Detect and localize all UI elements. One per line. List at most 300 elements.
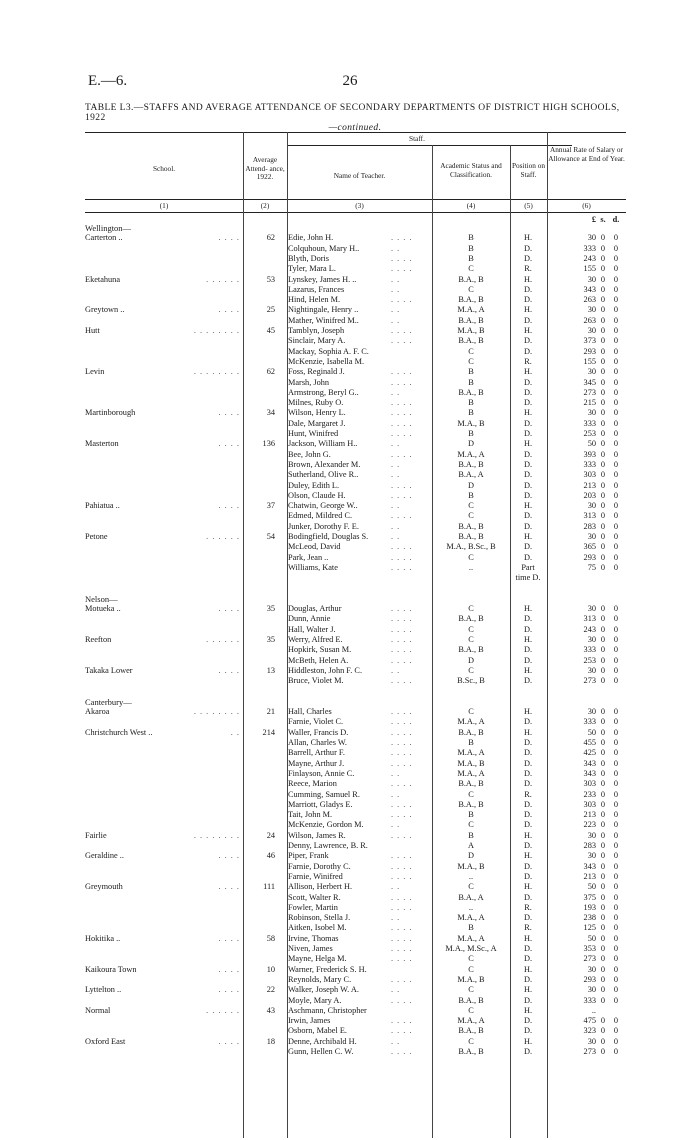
header-name: Name of Teacher. bbox=[333, 171, 386, 180]
academic-status: B.A., B bbox=[458, 274, 484, 284]
school-name: Christchurch West .. bbox=[85, 727, 153, 737]
leader-dots: . . . . bbox=[391, 635, 413, 644]
leader-dots: . . . . bbox=[391, 758, 413, 768]
teacher-name: Blyth, Doris bbox=[288, 253, 330, 263]
salary-pence: 0 bbox=[613, 274, 619, 284]
table-row bbox=[85, 985, 626, 995]
salary-pounds: 353 bbox=[583, 944, 596, 953]
table-row bbox=[85, 923, 626, 933]
salary-shillings: 0 bbox=[600, 336, 606, 346]
table-row bbox=[85, 460, 626, 470]
salary-shillings: 0 bbox=[600, 995, 606, 1005]
staff-position: H. bbox=[523, 830, 533, 840]
academic-status: D bbox=[468, 851, 474, 861]
salary-shillings: 0 bbox=[600, 727, 606, 737]
table-row bbox=[85, 429, 626, 439]
salary-pounds: 263 bbox=[583, 295, 596, 305]
staff-position: H. bbox=[523, 933, 533, 943]
salary-pounds: 273 bbox=[583, 954, 596, 964]
salary-shillings: 0 bbox=[600, 841, 606, 850]
teacher-name: Junker, Dorothy F. E. bbox=[288, 521, 359, 531]
salary-pounds: 30 bbox=[587, 305, 596, 315]
salary-pence: 0 bbox=[613, 738, 619, 747]
salary-pounds: 243 bbox=[583, 624, 596, 634]
staff-position: D. bbox=[523, 459, 533, 469]
leader-dots: . . . . bbox=[391, 707, 413, 717]
table-row bbox=[85, 996, 626, 1006]
table-row bbox=[85, 800, 626, 810]
school-name: Eketahuna bbox=[85, 274, 121, 284]
teacher-name: Niven, James bbox=[288, 944, 333, 953]
teacher-name: Hunt, Winifred bbox=[288, 429, 339, 438]
salary-pence: 0 bbox=[613, 470, 619, 480]
teacher-name: Sutherland, Olive R.. bbox=[288, 470, 359, 480]
school-name: Greymouth bbox=[85, 882, 123, 892]
school-name: Motueka .. bbox=[85, 604, 121, 614]
salary-pounds: 30 bbox=[587, 326, 596, 335]
salary-pounds: 30 bbox=[587, 665, 596, 675]
leader-dots: . . . . bbox=[391, 542, 413, 552]
salary-pence: 0 bbox=[613, 356, 619, 366]
staff-position: H. bbox=[523, 964, 533, 974]
teacher-name: Dale, Margaret J. bbox=[288, 418, 346, 428]
teacher-name: Colquhoun, Mary H.. bbox=[288, 243, 360, 253]
table-row bbox=[85, 542, 626, 552]
academic-status: B.A., B bbox=[458, 614, 484, 624]
school-name: Nelson— bbox=[85, 593, 118, 604]
staff-position: D. bbox=[523, 295, 533, 305]
salary-pence: 0 bbox=[613, 418, 619, 428]
academic-status: .. bbox=[468, 902, 474, 912]
staff-position: H. bbox=[523, 707, 533, 717]
salary-pounds: 30 bbox=[587, 964, 596, 974]
academic-status: C bbox=[468, 552, 474, 562]
salary-shillings: 0 bbox=[600, 562, 606, 572]
salary-pence: 0 bbox=[613, 830, 619, 840]
salary-pence: 0 bbox=[613, 851, 619, 861]
staff-position: H. bbox=[523, 274, 533, 284]
salary-pounds: 303 bbox=[583, 779, 596, 789]
staff-position: R. bbox=[524, 264, 532, 274]
salary-pence: 0 bbox=[613, 501, 619, 511]
staff-position: R. bbox=[524, 356, 532, 366]
table-row bbox=[85, 769, 626, 779]
salary-shillings: 0 bbox=[600, 768, 606, 778]
academic-status: C bbox=[468, 511, 474, 521]
teacher-name: Tamblyn, Joseph bbox=[288, 326, 345, 335]
leader-dots: . . . . bbox=[391, 449, 413, 459]
salary-pence: 0 bbox=[613, 985, 619, 995]
academic-status: M.A., B bbox=[457, 418, 485, 428]
salary-shillings: 0 bbox=[600, 954, 606, 964]
salary-pence: 0 bbox=[613, 871, 619, 881]
table-row bbox=[85, 378, 626, 388]
table-row bbox=[85, 532, 626, 542]
leader-dots: . . . . bbox=[391, 799, 413, 809]
teacher-name: Foss, Reginald J. bbox=[288, 367, 345, 377]
school-name: Hutt bbox=[85, 326, 100, 335]
salary-pence: 0 bbox=[613, 913, 619, 923]
table-row bbox=[85, 851, 626, 861]
staff-position: H. bbox=[523, 985, 533, 995]
teacher-name: Aschmann, Christopher bbox=[288, 1005, 367, 1015]
colnum-5: (5) bbox=[524, 201, 533, 210]
staff-position: H. bbox=[523, 532, 533, 541]
salary-shillings: 0 bbox=[600, 356, 606, 366]
academic-status: B.A., B bbox=[458, 295, 484, 305]
table-row bbox=[85, 1047, 626, 1057]
leader-dots: . . bbox=[391, 882, 401, 892]
academic-status: M.A., A bbox=[457, 768, 485, 778]
salary-shillings: 0 bbox=[600, 1026, 606, 1036]
academic-status: B bbox=[468, 810, 474, 820]
leader-dots: . . bbox=[391, 305, 401, 315]
staff-position: D. bbox=[523, 779, 533, 789]
salary-pence: 0 bbox=[613, 707, 619, 717]
teacher-name: Armstrong, Beryl G.. bbox=[288, 387, 359, 397]
salary-pence: 0 bbox=[613, 521, 619, 531]
salary-pounds: 213 bbox=[583, 480, 596, 490]
region-heading bbox=[85, 594, 626, 604]
salary-shillings: 0 bbox=[600, 439, 606, 449]
average-attendance: 54 bbox=[266, 532, 275, 541]
staff-position: time D. bbox=[515, 573, 541, 583]
table-row bbox=[85, 656, 626, 666]
salary-shillings: 0 bbox=[600, 367, 606, 377]
leader-dots: . . . . bbox=[391, 336, 413, 346]
table-row bbox=[85, 1026, 626, 1036]
leader-dots: . . bbox=[391, 789, 401, 799]
salary-shillings: 0 bbox=[600, 532, 606, 541]
salary-pence: 0 bbox=[613, 902, 619, 912]
teacher-name: Farnie, Dorothy C. bbox=[288, 861, 351, 871]
staff-position: D. bbox=[523, 995, 533, 1005]
salary-shillings: 0 bbox=[600, 542, 606, 552]
academic-status: B.A., B bbox=[458, 1026, 484, 1036]
school-name: Martinborough bbox=[85, 408, 136, 418]
leader-dots: . . . . bbox=[391, 326, 413, 335]
table-row bbox=[85, 841, 626, 851]
leader-dots: . . . . bbox=[391, 645, 413, 655]
staff-position: H. bbox=[523, 408, 533, 418]
salary-shillings: 0 bbox=[600, 635, 606, 644]
academic-status: B bbox=[468, 398, 474, 408]
salary-shillings: 0 bbox=[600, 871, 606, 881]
table-row bbox=[85, 717, 626, 727]
teacher-name: Sinclair, Mary A. bbox=[288, 336, 346, 346]
salary-shillings: 0 bbox=[600, 923, 606, 933]
teacher-name: Marsh, John bbox=[288, 377, 330, 387]
teacher-name: Farnie, Winifred bbox=[288, 871, 343, 881]
staff-position: D. bbox=[523, 655, 533, 665]
table-row bbox=[85, 862, 626, 872]
table-row bbox=[85, 347, 626, 357]
school-leader-dots: . . . . . . bbox=[206, 1005, 240, 1015]
salary-pence: 0 bbox=[613, 264, 619, 274]
staff-position: D. bbox=[523, 892, 533, 902]
salary-shillings: 0 bbox=[600, 676, 606, 686]
academic-status: B.A., B bbox=[458, 315, 484, 325]
salary-shillings: 0 bbox=[600, 387, 606, 397]
teacher-name: Tyler, Mara L. bbox=[288, 264, 336, 274]
table-row bbox=[85, 563, 626, 573]
staff-position: D. bbox=[523, 624, 533, 634]
school-leader-dots: . . . . bbox=[218, 501, 240, 511]
salary-pounds: 193 bbox=[583, 902, 596, 912]
salary-pence: 0 bbox=[613, 665, 619, 675]
salary-pence: 0 bbox=[613, 336, 619, 346]
table-row bbox=[85, 790, 626, 800]
academic-status: B.A., B bbox=[458, 779, 484, 789]
table-row bbox=[85, 965, 626, 975]
school-leader-dots: . . . . bbox=[218, 604, 240, 614]
staff-position: D. bbox=[523, 253, 533, 263]
salary-pounds: 343 bbox=[583, 768, 596, 778]
salary-pence: 0 bbox=[613, 779, 619, 789]
salary-pounds: 263 bbox=[583, 315, 596, 325]
leader-dots: . . . . bbox=[391, 748, 413, 758]
leader-dots: . . . . bbox=[391, 779, 413, 789]
salary-shillings: 0 bbox=[600, 233, 606, 243]
salary-shillings: 0 bbox=[600, 799, 606, 809]
salary-shillings: 0 bbox=[600, 1047, 606, 1056]
staff-position: D. bbox=[523, 1026, 533, 1036]
academic-status: B.A., A bbox=[458, 892, 484, 902]
salary-pence: 0 bbox=[613, 326, 619, 335]
table-row bbox=[85, 614, 626, 624]
academic-status: B bbox=[468, 377, 474, 387]
table-row bbox=[85, 903, 626, 913]
header-school: School. bbox=[152, 164, 176, 173]
salary-pence: 0 bbox=[613, 614, 619, 624]
academic-status: C bbox=[468, 624, 474, 634]
staff-position: H. bbox=[523, 665, 533, 675]
academic-status: M.A., A bbox=[457, 748, 485, 758]
salary-pounds: 343 bbox=[583, 861, 596, 871]
salary-pounds: 215 bbox=[583, 398, 596, 408]
table-row bbox=[85, 295, 626, 305]
header-attendance: Average Attend- ance, 1922. bbox=[245, 155, 285, 181]
page-reference: E.—6. bbox=[88, 73, 128, 89]
teacher-name: Mackay, Sophia A. F. C. bbox=[288, 346, 369, 356]
salary-shillings: 0 bbox=[600, 274, 606, 284]
caption-continued: —continued. bbox=[328, 123, 382, 133]
pence-label: d. bbox=[612, 215, 620, 224]
salary-pounds: 30 bbox=[587, 985, 596, 995]
salary-shillings: 0 bbox=[600, 315, 606, 325]
teacher-name: McLeod, David bbox=[288, 542, 341, 552]
school-leader-dots: . . . . . . bbox=[206, 274, 240, 284]
leader-dots: . . . . bbox=[391, 933, 413, 943]
table-row bbox=[85, 316, 626, 326]
academic-status: D bbox=[468, 655, 474, 665]
school-leader-dots: . . . . bbox=[218, 985, 240, 995]
salary-pounds: 293 bbox=[583, 552, 596, 562]
table-row bbox=[85, 367, 626, 377]
school-leader-dots: . . . . bbox=[218, 882, 240, 892]
academic-status: C bbox=[468, 882, 474, 892]
average-attendance: 22 bbox=[266, 985, 275, 995]
salary-pence: 0 bbox=[613, 490, 619, 500]
salary-shillings: 0 bbox=[600, 830, 606, 840]
academic-status: C bbox=[468, 264, 474, 274]
leader-dots: . . . . bbox=[391, 851, 413, 861]
average-attendance: 24 bbox=[266, 830, 275, 840]
salary-pence: 0 bbox=[613, 459, 619, 469]
leader-dots: . . . . bbox=[391, 676, 413, 686]
staff-position: D. bbox=[523, 913, 533, 923]
region-heading bbox=[85, 697, 626, 707]
staff-position: D. bbox=[523, 429, 533, 438]
salary-shillings: 0 bbox=[600, 480, 606, 490]
leader-dots: . . . . bbox=[391, 892, 413, 902]
average-attendance: 53 bbox=[266, 274, 275, 284]
staff-position: D. bbox=[523, 738, 533, 747]
salary-pounds: 30 bbox=[587, 408, 596, 418]
salary-pounds: 213 bbox=[583, 810, 596, 820]
leader-dots: . . . . bbox=[391, 552, 413, 562]
academic-status: M.A., B.Sc., B bbox=[446, 542, 496, 552]
leader-dots: . . . . bbox=[391, 974, 413, 984]
academic-status: B.A., B bbox=[458, 799, 484, 809]
table-row bbox=[85, 584, 626, 594]
salary-pounds: 50 bbox=[587, 727, 596, 737]
staff-position: D. bbox=[523, 243, 533, 253]
leader-dots: . . . . bbox=[391, 861, 413, 871]
table-row bbox=[85, 1037, 626, 1047]
region-heading bbox=[85, 223, 626, 233]
staff-position: H. bbox=[523, 1005, 533, 1015]
salary-pounds: 333 bbox=[583, 243, 596, 253]
salary-shillings: 0 bbox=[600, 913, 606, 923]
teacher-name: Douglas, Arthur bbox=[288, 604, 342, 614]
salary-pounds: 203 bbox=[583, 490, 596, 500]
staff-position: D. bbox=[523, 974, 533, 984]
leader-dots: . . . . bbox=[391, 233, 413, 243]
salary-shillings: 0 bbox=[600, 944, 606, 953]
school-leader-dots: . . . . . . bbox=[206, 532, 240, 541]
salary-pence: 0 bbox=[613, 377, 619, 387]
salary-pounds: 373 bbox=[583, 336, 596, 346]
school-leader-dots: . . . . bbox=[218, 851, 240, 861]
school-leader-dots: . . . . bbox=[218, 665, 240, 675]
average-attendance: 10 bbox=[266, 964, 275, 974]
school-name: Canterbury— bbox=[85, 696, 132, 707]
table-row bbox=[85, 872, 626, 882]
salary-shillings: 0 bbox=[600, 295, 606, 305]
salary-pence: 0 bbox=[613, 1036, 619, 1046]
staff-position: D. bbox=[523, 387, 533, 397]
leader-dots: . . . . bbox=[391, 871, 413, 881]
average-attendance: 37 bbox=[266, 501, 275, 511]
table-row bbox=[85, 511, 626, 521]
academic-status: B bbox=[468, 233, 474, 243]
teacher-name: Walker, Joseph W. A. bbox=[288, 985, 359, 995]
teacher-name: Reece, Marion bbox=[288, 779, 337, 789]
salary-shillings: 0 bbox=[600, 717, 606, 727]
average-attendance: 136 bbox=[262, 439, 275, 449]
salary-shillings: 0 bbox=[600, 645, 606, 655]
school-name: Wellington— bbox=[85, 223, 132, 233]
staff-position: D. bbox=[523, 1016, 533, 1026]
table-row bbox=[85, 728, 626, 738]
salary-shillings: 0 bbox=[600, 758, 606, 768]
teacher-name: Allan, Charles W. bbox=[288, 738, 347, 747]
academic-status: C bbox=[468, 665, 474, 675]
staff-position: D. bbox=[523, 470, 533, 480]
header-salary: Annual Rate of Salary or Allowance at End of Year. bbox=[548, 145, 625, 163]
salary-pence: 0 bbox=[613, 305, 619, 315]
leader-dots: . . . . bbox=[391, 511, 413, 521]
teacher-name: Hall, Charles bbox=[288, 707, 332, 717]
teacher-name: Duley, Edith L. bbox=[288, 480, 340, 490]
academic-status: M.A., B bbox=[457, 326, 485, 335]
leader-dots: . . bbox=[391, 459, 401, 469]
staff-rule bbox=[287, 145, 572, 146]
salary-pounds: 253 bbox=[583, 655, 596, 665]
table-row bbox=[85, 676, 626, 686]
table-row bbox=[85, 439, 626, 449]
salary-pence: 0 bbox=[613, 974, 619, 984]
colnum-1: (1) bbox=[159, 201, 169, 210]
salary-pence: 0 bbox=[613, 944, 619, 953]
school-name: Geraldine .. bbox=[85, 851, 124, 861]
staff-position: D. bbox=[523, 810, 533, 820]
table-row bbox=[85, 326, 626, 336]
salary-shillings: 0 bbox=[600, 902, 606, 912]
academic-status: C bbox=[468, 356, 474, 366]
teacher-name: Farnie, Violet C. bbox=[288, 717, 344, 727]
table-row bbox=[85, 553, 626, 563]
salary-pounds: 50 bbox=[587, 933, 596, 943]
teacher-name: Mayne, Helga M. bbox=[288, 954, 347, 964]
academic-status: A bbox=[468, 841, 474, 850]
academic-status: B.A., B bbox=[458, 1047, 484, 1056]
salary-pounds: 333 bbox=[583, 418, 596, 428]
school-name: Oxford East bbox=[85, 1036, 126, 1046]
leader-dots: . . . . bbox=[391, 253, 413, 263]
teacher-name: Scott, Walter R. bbox=[288, 892, 341, 902]
staff-position: Part bbox=[521, 562, 535, 572]
staff-position: R. bbox=[524, 923, 532, 933]
salary-pounds: 343 bbox=[583, 758, 596, 768]
table-row bbox=[85, 491, 626, 501]
salary-pounds: 283 bbox=[583, 521, 596, 531]
leader-dots: . . . . bbox=[391, 1047, 413, 1056]
school-leader-dots: . . . . bbox=[218, 305, 240, 315]
salary-pounds: 30 bbox=[587, 233, 596, 243]
staff-position: H. bbox=[523, 851, 533, 861]
academic-status: D bbox=[468, 439, 474, 449]
salary-shillings: 0 bbox=[600, 470, 606, 480]
salary-shillings: 0 bbox=[600, 326, 606, 335]
leader-dots: . . . . bbox=[391, 717, 413, 727]
academic-status: M.A., A bbox=[457, 913, 485, 923]
teacher-name: Milnes, Ruby O. bbox=[288, 398, 344, 408]
teacher-name: Waller, Francis D. bbox=[288, 727, 349, 737]
page-number: 26 bbox=[342, 73, 358, 89]
colnum-2: (2) bbox=[260, 201, 270, 210]
salary-pounds: 243 bbox=[583, 253, 596, 263]
table-row bbox=[85, 882, 626, 892]
salary-shillings: 0 bbox=[600, 882, 606, 892]
salary-pence: 0 bbox=[613, 799, 619, 809]
teacher-name: Hiddleston, John F. C. bbox=[288, 665, 363, 675]
average-attendance: 45 bbox=[266, 326, 275, 335]
academic-status: B.A., A bbox=[458, 470, 484, 480]
teacher-name: Denny, Lawrence, B. R. bbox=[288, 841, 368, 850]
academic-status: C bbox=[468, 789, 474, 799]
